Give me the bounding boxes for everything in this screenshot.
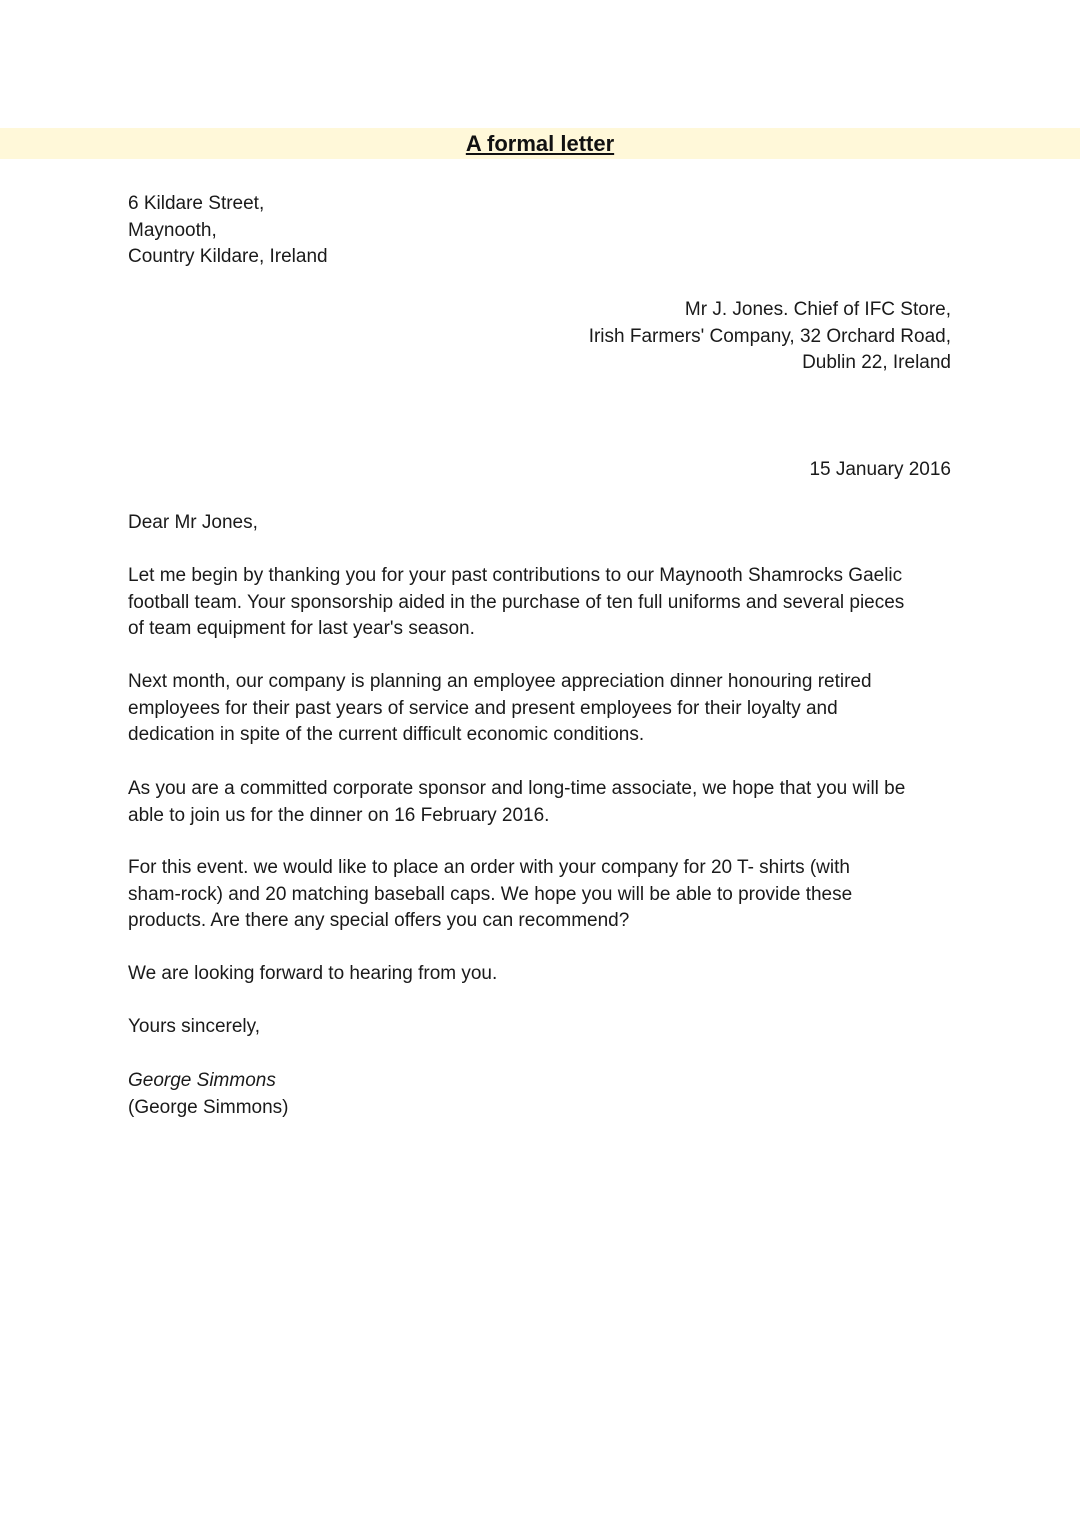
sender-address-line: Maynooth, [128,219,217,241]
sender-address-line: 6 Kildare Street, [128,193,265,214]
letter-date: 15 January 2016 [809,459,951,480]
recipient-address [589,297,951,377]
paragraph-line: products. Are there any special offers you can recommend? [128,910,630,932]
body-paragraph [128,961,958,988]
paragraph-line: of team equipment for last year's season. [128,618,475,640]
paragraph-line: We are looking forward to hearing from you. [128,963,498,984]
sender-address [128,191,328,271]
paragraph-line: Next month, our company is planning an employee appreciation dinner honouring retired [128,671,872,692]
sender-address-line: Country Kildare, Ireland [128,246,328,268]
closing: Yours sincerely, [128,1016,261,1037]
recipient-address-line: Dublin 22, Ireland [802,352,951,374]
body-paragraph [128,855,958,935]
paragraph-line: dedication in spite of the current difficult economic conditions. [128,724,645,746]
paragraph-line: football team. Your sponsorship aided in the purchase of ten full uniforms and several pieces [128,591,905,613]
signature-block [128,1068,289,1121]
paragraph-line: Let me begin by thanking you for your past contributions to our Maynooth Shamrocks Gaelic [128,565,903,586]
paragraph-line: sham-rock) and 20 matching baseball caps. We hope you will be able to provide these [128,883,853,905]
body-paragraph [128,669,958,749]
paragraph-line: For this event. we would like to place an order with your company for 20 T- shirts (with [128,857,850,878]
recipient-address-line: Irish Farmers' Company, 32 Orchard Road, [588,325,951,347]
body-paragraph [128,563,958,643]
signature-name: George Simmons [128,1070,276,1091]
paragraph-line: As you are a committed corporate sponsor and long-time associate, we hope that you will be [128,778,906,799]
recipient-address-line: Mr J. Jones. Chief of IFC Store, [684,299,951,320]
salutation: Dear Mr Jones, [128,512,258,533]
paragraph-line: employees for their past years of service and present employees for their loyalty and [128,697,838,719]
paragraph-line: able to join us for the dinner on 16 February 2016. [128,804,550,826]
body-paragraph [128,776,958,829]
printed-name: (George Simmons) [128,1096,289,1118]
page-title: A formal letter [465,131,615,156]
